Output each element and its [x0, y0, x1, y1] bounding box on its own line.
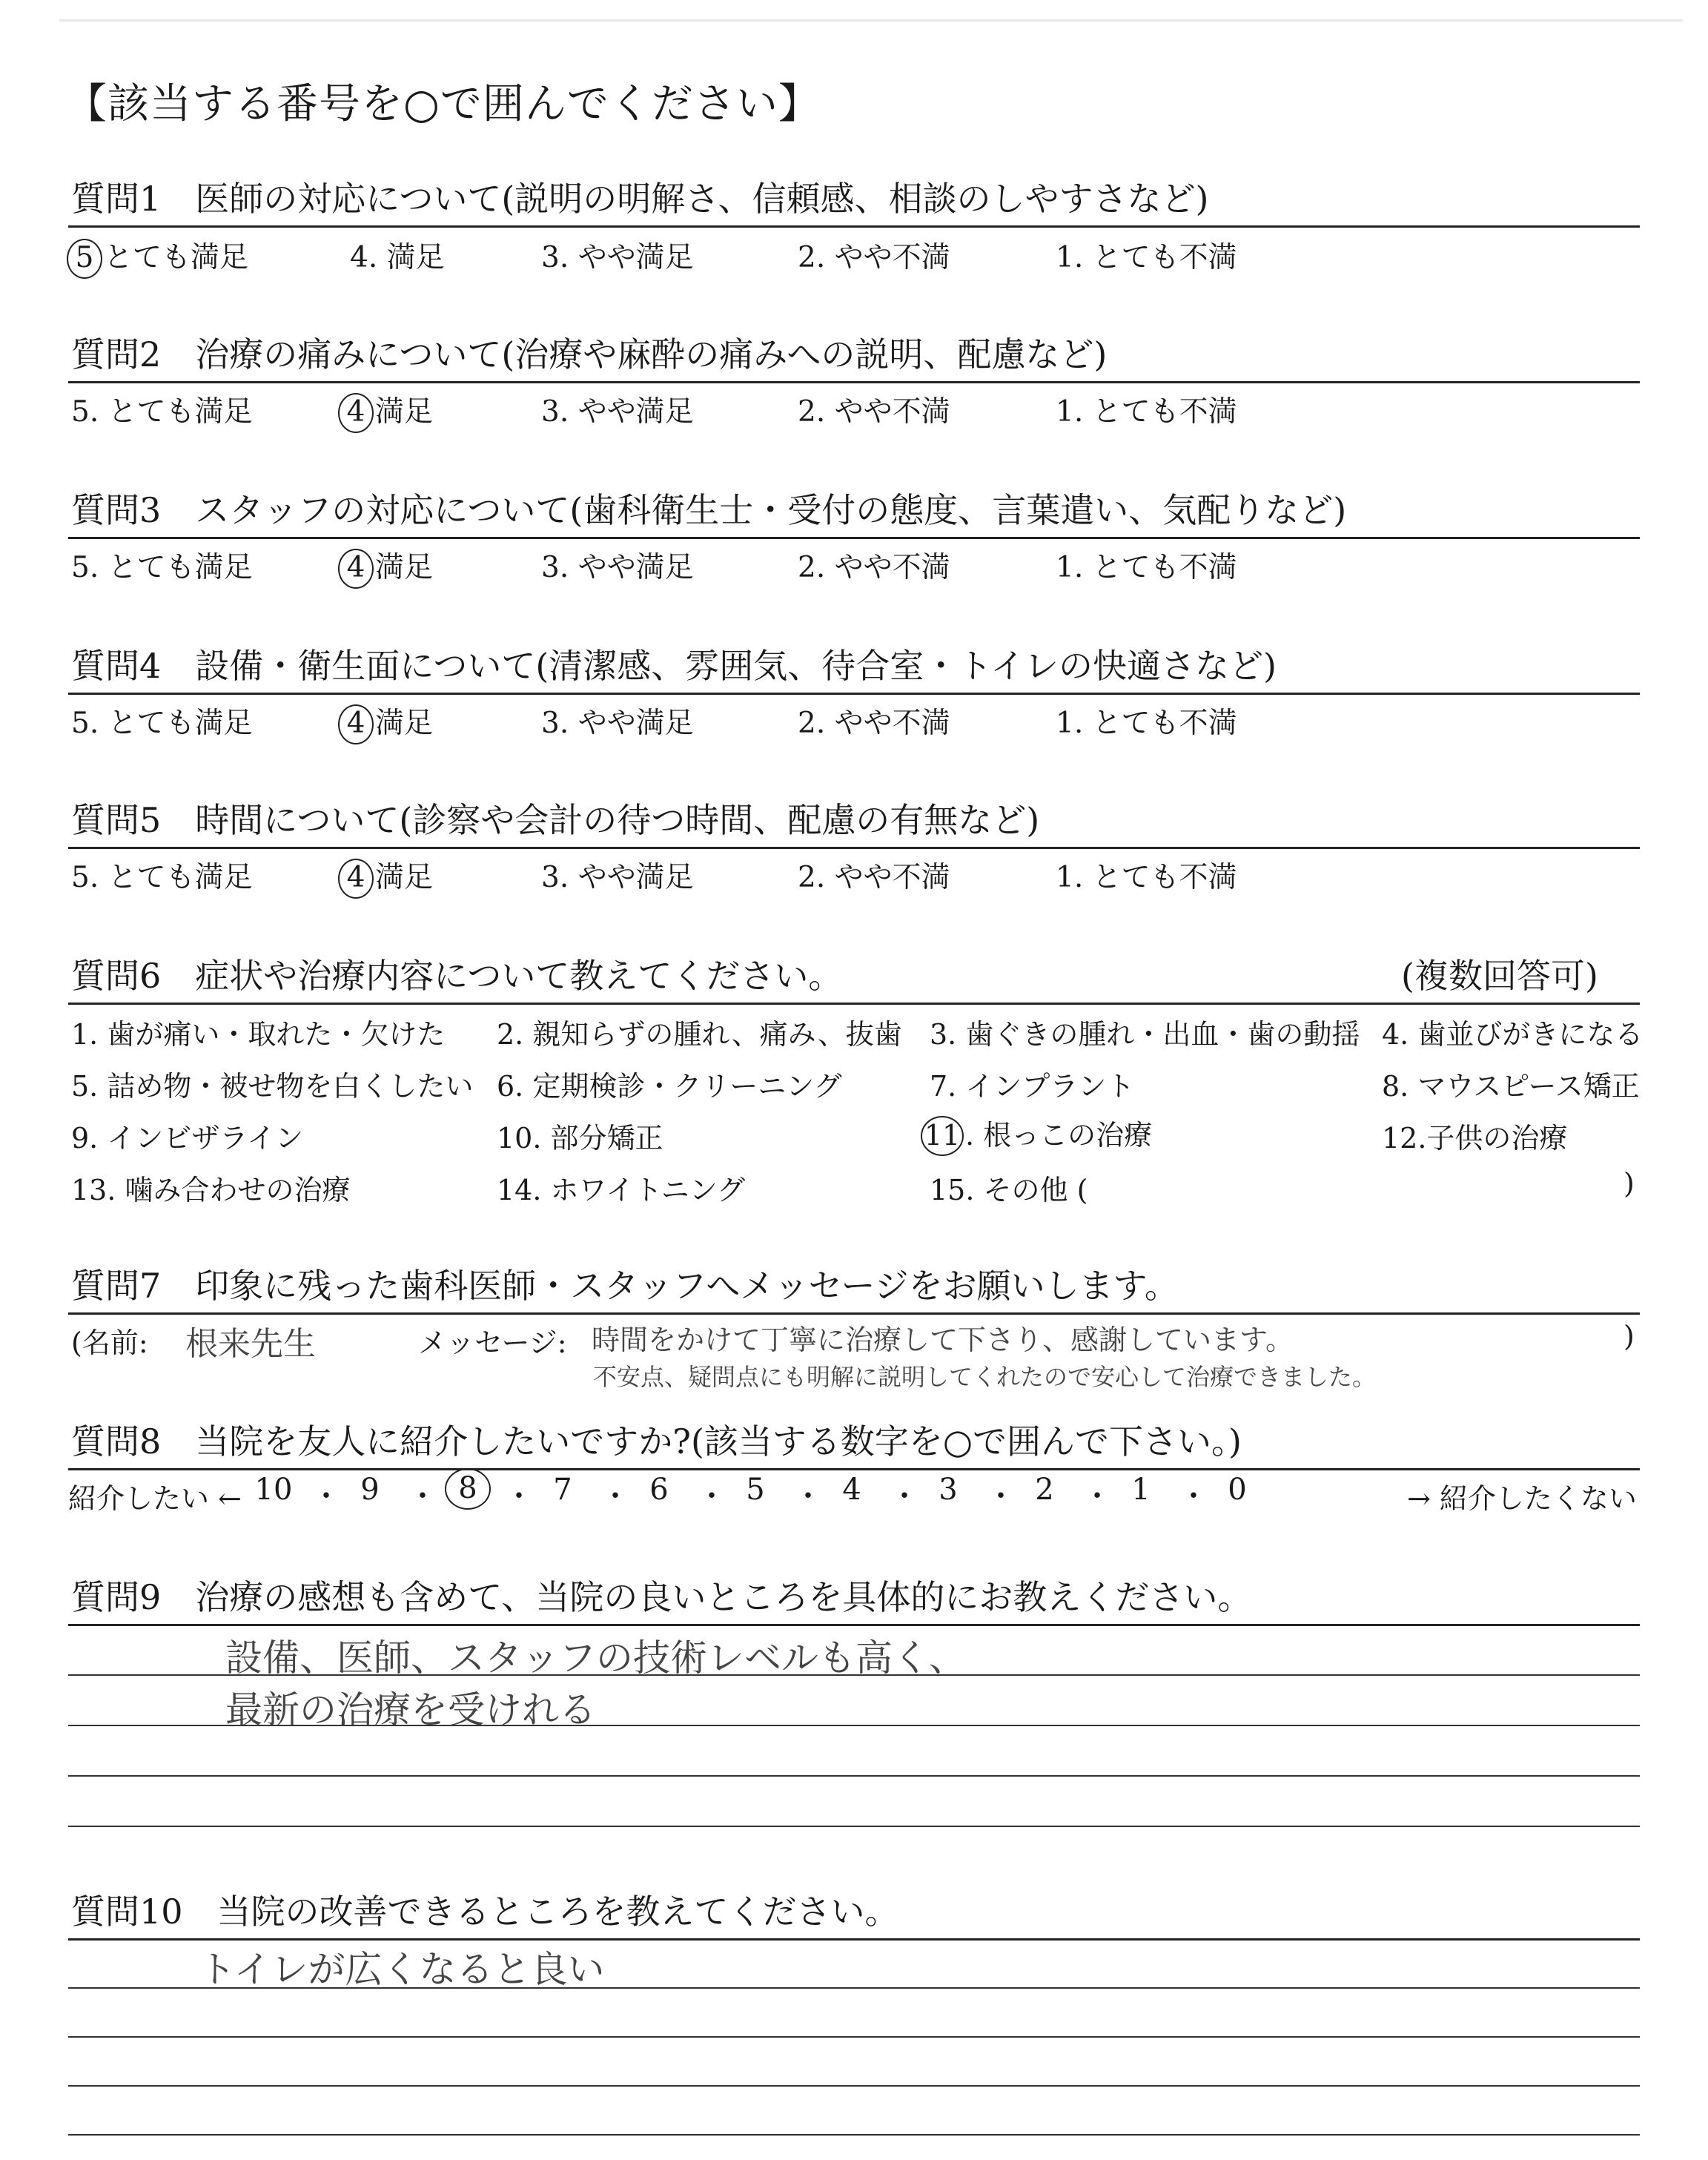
q8-scale-value[interactable]: 7	[553, 1473, 572, 1507]
q8-scale-value[interactable]: 4	[842, 1473, 861, 1507]
q8-scale-value[interactable]: 2	[1035, 1473, 1054, 1507]
q10-writing-line	[68, 2036, 1640, 2038]
q8-scale-value[interactable]: 10	[254, 1473, 293, 1507]
q8-scale-dot: ・	[1179, 1479, 1208, 1513]
q6-item-14[interactable]: 14. ホワイトニング	[497, 1174, 746, 1206]
q9-answer-line1[interactable]: 設備、医師、スタッフの技術レベルも高く、	[225, 1636, 966, 1680]
q1-options[interactable]: 5 とても満足 4. 満足 3. やや満足 2. やや不満 1. とても不満	[67, 234, 248, 279]
q6-item-11[interactable]: 11 . 根っこの治療	[921, 1112, 1152, 1156]
q8-scale-value[interactable]: 3	[939, 1473, 958, 1507]
q10-answer-line1[interactable]: トイレが広くなると良い	[199, 1948, 605, 1991]
q8-selected-mark[interactable]: 8	[445, 1468, 491, 1510]
q8-scale-dot: ・	[600, 1479, 630, 1513]
q8-scale-dot: ・	[986, 1479, 1016, 1513]
q8-scale-dot: ・	[504, 1479, 534, 1513]
q9-writing-line	[68, 1725, 1640, 1726]
q6-item-10[interactable]: 10. 部分矯正	[497, 1122, 663, 1155]
q6-item-15-close: )	[1623, 1167, 1635, 1200]
q6-item-6[interactable]: 6. 定期検診・クリーニング	[497, 1070, 842, 1103]
q6-selected-mark: 11	[921, 1116, 964, 1156]
q7-message-line1[interactable]: 時間をかけて丁寧に治療して下さり、感謝しています。	[592, 1324, 1294, 1356]
q8-scale-value[interactable]: 6	[649, 1473, 669, 1507]
q6-item-8[interactable]: 8. マウスピース矯正	[1382, 1070, 1640, 1103]
q6-item-9[interactable]: 9. インビザライン	[71, 1122, 304, 1155]
q8-left-label: 紹介したい ←	[68, 1482, 242, 1515]
q9-writing-line	[68, 1826, 1640, 1827]
q2-title: 質問2 治療の痛みについて(治療や麻酔の痛みへの説明、配慮など)	[71, 334, 1108, 374]
q6-item-4[interactable]: 4. 歯並びがきになる	[1382, 1018, 1644, 1051]
q8-scale-value[interactable]: 5	[746, 1473, 765, 1507]
q6-item-5[interactable]: 5. 詰め物・被せ物を白くしたい	[71, 1070, 474, 1103]
q7-name-value[interactable]: 根来先生	[185, 1325, 316, 1363]
q7-name-label: (名前:	[71, 1327, 148, 1359]
q8-scale-dot: ・	[311, 1479, 341, 1513]
q9-answer-line2[interactable]: 最新の治療を受けれる	[225, 1688, 596, 1731]
q6-item-2[interactable]: 2. 親知らずの腫れ、痛み、抜歯	[497, 1018, 902, 1051]
q7-title: 質問7 印象に残った歯科医師・スタッフへメッセージをお願いします。	[71, 1266, 1179, 1306]
q8-scale-dot: ・	[697, 1479, 726, 1513]
q2-selected-mark[interactable]: 4	[338, 393, 374, 433]
q6-title: 質問6 症状や治療内容について教えてください。	[71, 956, 843, 996]
q8-title: 質問8 当院を友人に紹介したいですか?(該当する数字を○で囲んで下さい。)	[71, 1421, 1242, 1462]
q6-item-12[interactable]: 12.子供の治療	[1382, 1122, 1568, 1155]
q4-selected-mark[interactable]: 4	[338, 704, 374, 744]
q8-scale-dot: ・	[890, 1479, 919, 1513]
q7-message-label: メッセージ:	[418, 1327, 567, 1359]
q8-scale-value[interactable]: 9	[360, 1473, 380, 1507]
q9-title: 質問9 治療の感想も含めて、当院の良いところを具体的にお教えください。	[71, 1577, 1252, 1617]
q1-selected-mark[interactable]: 5	[67, 239, 102, 279]
q5-options[interactable]: 5. とても満足 4 満足 3. やや満足 2. やや不満 1. とても不満	[71, 854, 253, 896]
q3-options[interactable]: 5. とても満足 4 満足 3. やや満足 2. やや不満 1. とても不満	[71, 544, 253, 586]
q8-scale-dot: ・	[408, 1479, 437, 1513]
q3-title: 質問3 スタッフの対応について(歯科衛生士・受付の態度、言葉遣い、気配りなど)	[71, 490, 1347, 530]
q8-scale-value[interactable]: 0	[1228, 1473, 1247, 1507]
q3-line	[68, 537, 1640, 539]
q1-line	[68, 225, 1640, 228]
q1-title: 質問1 医師の対応について(説明の明解さ、信頼感、相談のしやすさなど)	[71, 179, 1209, 219]
q8-scale-value[interactable]: 1	[1131, 1473, 1151, 1507]
q5-line	[68, 847, 1640, 849]
q3-selected-mark[interactable]: 4	[338, 549, 374, 589]
q10-writing-line	[68, 2085, 1640, 2087]
q4-title: 質問4 設備・衛生面について(清潔感、雰囲気、待合室・トイレの快適さなど)	[71, 646, 1277, 686]
scan-edge	[59, 19, 1683, 22]
q8-line	[68, 1468, 1640, 1470]
q8-scale-dot: ・	[793, 1479, 823, 1513]
q6-item-7[interactable]: 7. インプラント	[930, 1070, 1135, 1103]
q7-line	[68, 1312, 1640, 1315]
q5-title: 質問5 時間について(診察や会計の待つ時間、配慮の有無など)	[71, 800, 1040, 840]
q9-writing-line	[68, 1775, 1640, 1777]
q7-message-line2[interactable]: 不安点、疑問点にも明解に説明してくれたので安心して治療できました。	[593, 1363, 1377, 1391]
q7-close-paren: )	[1623, 1320, 1635, 1353]
page-title: 【該当する番号を○で囲んでください】	[65, 80, 821, 128]
q6-item-3[interactable]: 3. 歯ぐきの腫れ・出血・歯の動揺	[930, 1018, 1360, 1051]
q10-writing-line	[68, 1987, 1640, 1989]
q6-multi-note: (複数回答可)	[1401, 956, 1598, 996]
q6-line	[68, 1003, 1640, 1005]
q9-writing-line	[68, 1674, 1640, 1676]
q6-item-13[interactable]: 13. 噛み合わせの治療	[71, 1174, 351, 1206]
q9-line	[68, 1624, 1640, 1626]
q2-line	[68, 381, 1640, 383]
q5-selected-mark[interactable]: 4	[338, 859, 374, 899]
q6-item-1[interactable]: 1. 歯が痛い・取れた・欠けた	[71, 1018, 446, 1051]
q4-line	[68, 693, 1640, 695]
q4-options[interactable]: 5. とても満足 4 満足 3. やや満足 2. やや不満 1. とても不満	[71, 700, 253, 742]
q2-options[interactable]: 5. とても満足 4 満足 3. やや満足 2. やや不満 1. とても不満	[71, 389, 253, 430]
q8-scale-dot: ・	[1082, 1479, 1112, 1513]
q10-writing-line	[68, 2134, 1640, 2136]
q6-item-15[interactable]: 15. その他 (	[930, 1174, 1088, 1206]
q8-right-label: → 紹介したくない	[1407, 1482, 1637, 1515]
q10-title: 質問10 当院の改善できるところを教えてください。	[71, 1892, 899, 1932]
